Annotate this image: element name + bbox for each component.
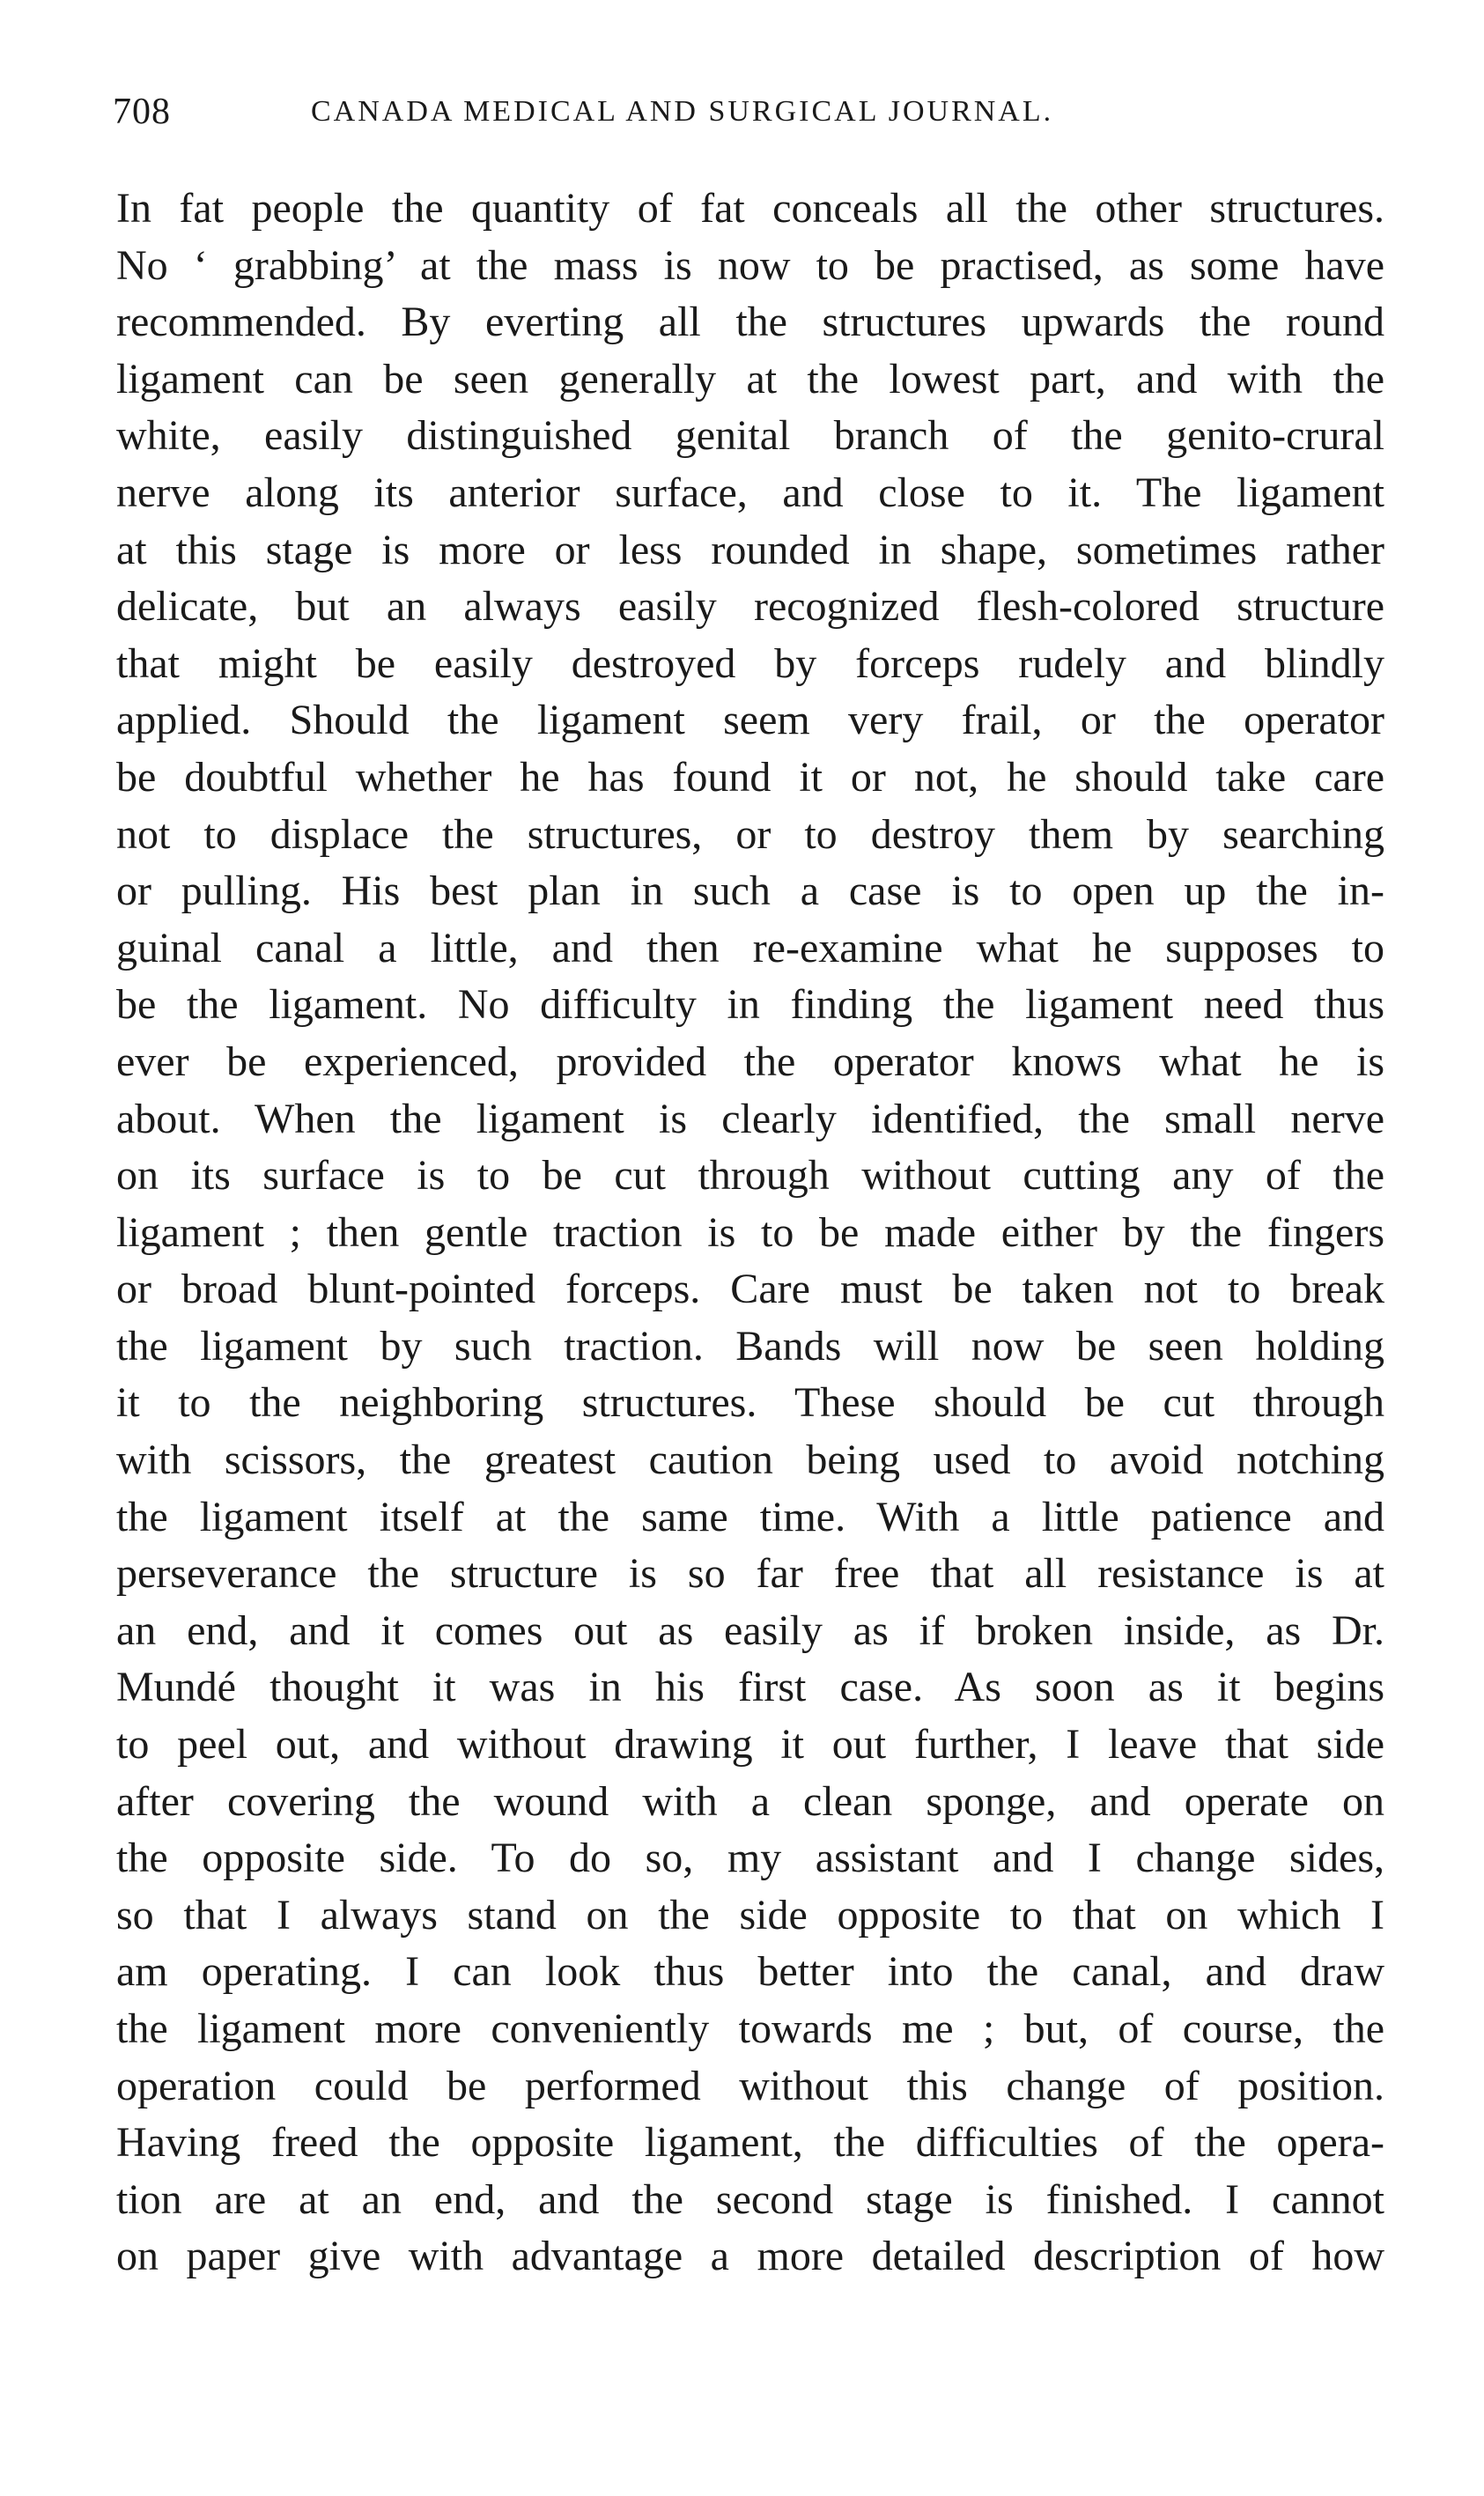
text-line: about. When the ligament is clearly identified, the small nerve xyxy=(116,1095,1384,1142)
text-line: be the ligament. No difficulty in finding the ligament need thus xyxy=(116,981,1384,1029)
text-line: ever be experienced, provided the operator knows what he is xyxy=(116,1038,1384,1085)
text-line: or broad blunt-pointed forceps. Care must be taken not to break xyxy=(116,1266,1384,1313)
text-line: Having freed the opposite ligament, the difficulties of the opera- xyxy=(116,2119,1384,2167)
text-line: delicate, but an always easily recognized flesh-colored structure xyxy=(116,583,1384,631)
text-line: an end, and it comes out as easily as if broken inside, as Dr. xyxy=(116,1606,1384,1654)
text-line: the ligament itself at the same time. With a little patience and xyxy=(116,1493,1384,1540)
text-line: recommended. By everting all the structures upwards the round xyxy=(116,299,1384,346)
text-line: white, easily distinguished genital branch of the genito-crural xyxy=(116,412,1384,460)
text-line: operation could be performed without this change of position. xyxy=(116,2062,1384,2109)
text-line: with scissors, the greatest caution being used to avoid notching xyxy=(116,1436,1384,1484)
page-header xyxy=(113,81,1381,143)
text-line: not to displace the structures, or to destroy them by searching xyxy=(116,810,1384,858)
text-line: nerve along its anterior surface, and close to it. The ligament xyxy=(116,469,1384,516)
body-text xyxy=(116,181,1384,2286)
text-line: the opposite side. To do so, my assistant and I change sides, xyxy=(116,1835,1384,1882)
text-line: on paper give with advantage a more detailed description of how xyxy=(116,2233,1384,2280)
text-line: ligament can be seen generally at the lowest part, and with the xyxy=(116,355,1384,402)
text-line: at this stage is more or less rounded in shape, sometimes rather xyxy=(116,526,1384,573)
text-line: tion are at an end, and the second stage is finished. I cannot xyxy=(116,2175,1384,2223)
text-line: or pulling. His best plan in such a case is to open up the in- xyxy=(116,868,1384,915)
text-line: No ‘ grabbing’ at the mass is now to be practised, as some have xyxy=(116,241,1384,289)
text-line: applied. Should the ligament seem very frail, or the operator xyxy=(116,697,1384,744)
text-line: to peel out, and without drawing it out further, I leave that side xyxy=(116,1721,1384,1769)
text-line: ligament ; then gentle traction is to be made either by the fingers xyxy=(116,1208,1384,1256)
text-line: on its surface is to be cut through without cutting any of the xyxy=(116,1152,1384,1200)
text-line: it to the neighboring structures. These should be cut through xyxy=(116,1379,1384,1427)
text-line: In fat people the quantity of fat conceals all the other structures. xyxy=(116,185,1384,232)
text-line: so that I always stand on the side opposite to that on which I xyxy=(116,1891,1384,1938)
text-line: am operating. I can look thus better into the canal, and draw xyxy=(116,1948,1384,1996)
text-line: be doubtful whether he has found it or not, he should take care xyxy=(116,753,1384,801)
text-line: Mundé thought it was in his first case. As soon as it begins xyxy=(116,1664,1384,1711)
running-title: CANADA MEDICAL AND SURGICAL JOURNAL. xyxy=(311,95,1054,128)
page-number: 708 xyxy=(113,92,171,132)
text-line: the ligament more conveniently towards me ; but, of course, the xyxy=(116,2005,1384,2052)
text-line: perseverance the structure is so far free that all resistance is at xyxy=(116,1550,1384,1598)
text-line: that might be easily destroyed by forceps rudely and blindly xyxy=(116,639,1384,687)
text-line: the ligament by such traction. Bands will now be seen holding xyxy=(116,1322,1384,1370)
text-line: after covering the wound with a clean sponge, and operate on xyxy=(116,1777,1384,1825)
text-line: guinal canal a little, and then re-examine what he supposes to xyxy=(116,924,1384,971)
